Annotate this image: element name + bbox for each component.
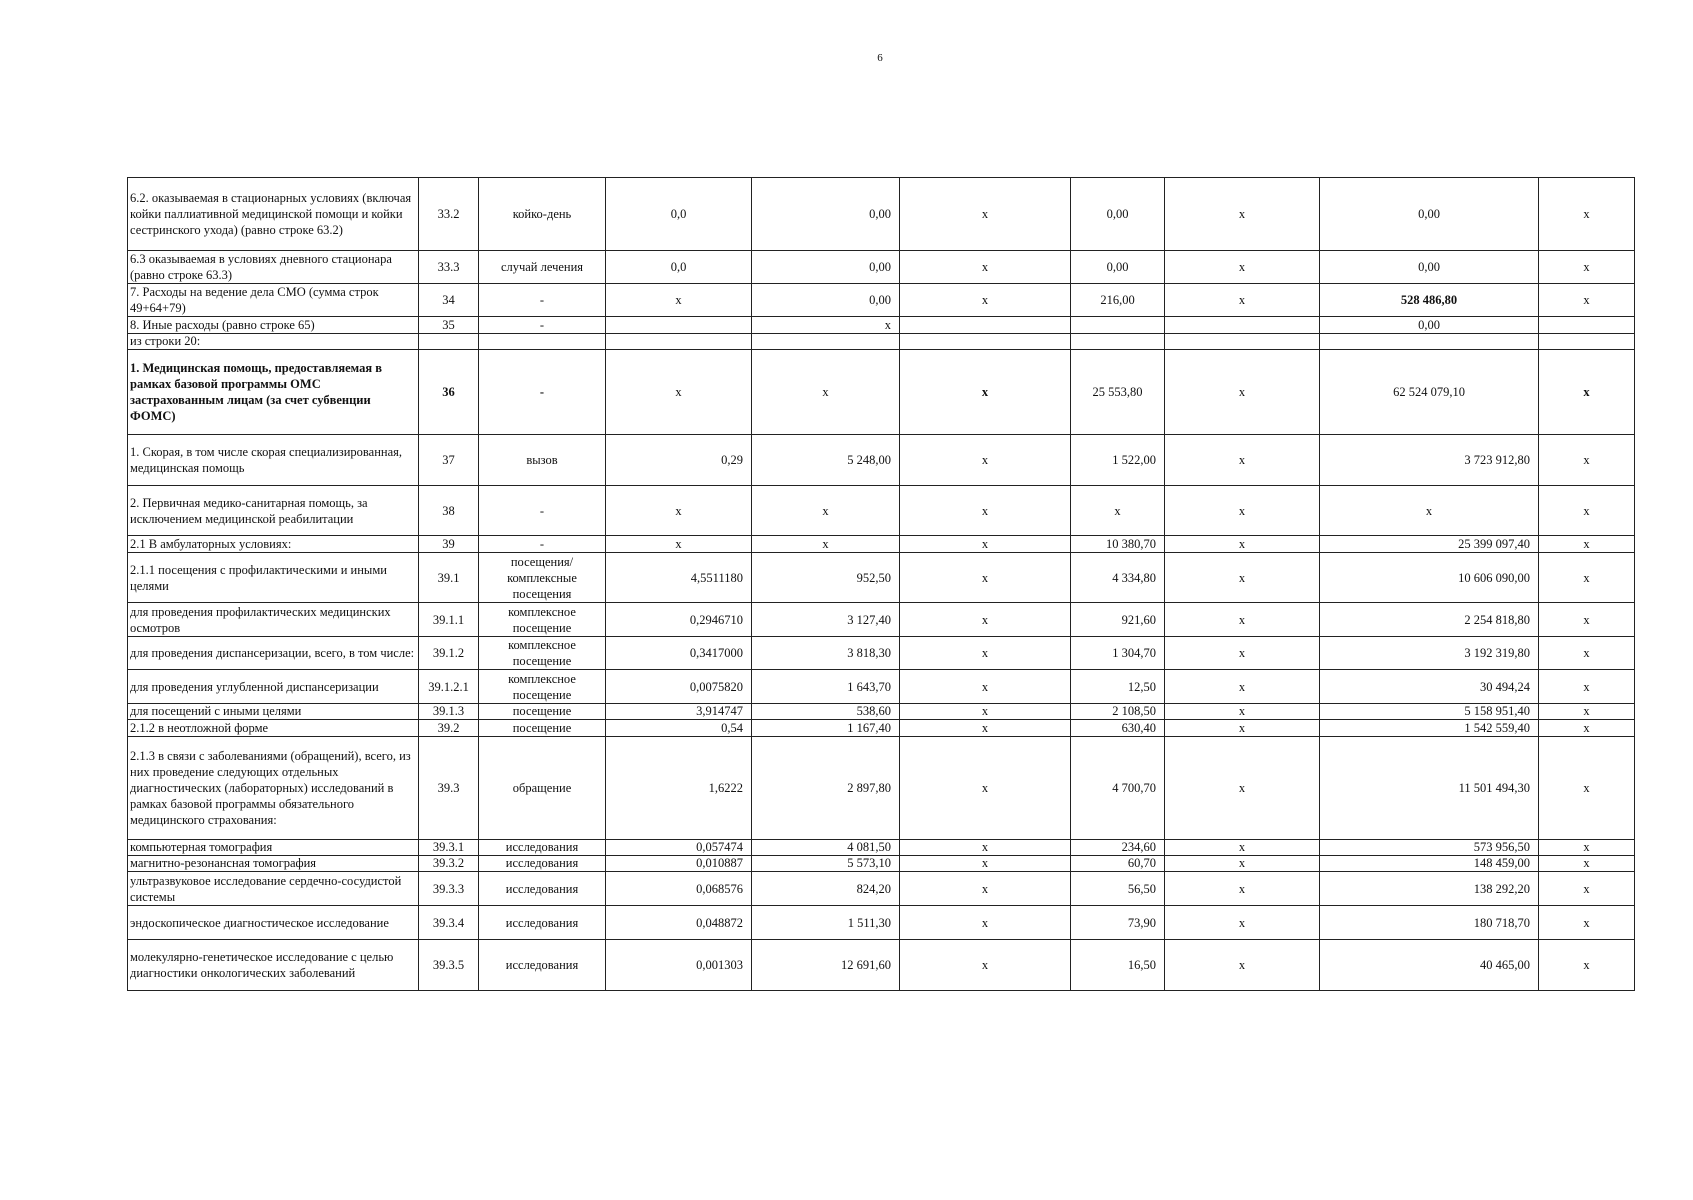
cell-name: 2.1.3 в связи с заболеваниями (обращений), всего, из них проведение следующих отдельных диагностических (лабораторных) исследований в рамках базовой программы обязательного медицинского страхования: bbox=[128, 737, 419, 840]
cell-c3: x bbox=[900, 178, 1071, 251]
cell-c1: 0,010887 bbox=[606, 856, 752, 872]
table-row bbox=[128, 840, 1635, 856]
cell-c7: x bbox=[1539, 553, 1635, 603]
cell-c3: x bbox=[900, 603, 1071, 637]
table-row bbox=[128, 334, 1635, 350]
cell-c5: x bbox=[1165, 737, 1320, 840]
cell-c5: x bbox=[1165, 670, 1320, 704]
cell-name: компьютерная томография bbox=[128, 840, 419, 856]
table-row bbox=[128, 284, 1635, 317]
cell-unit: - bbox=[479, 317, 606, 334]
cell-c2: 0,00 bbox=[752, 178, 900, 251]
cell-c7: x bbox=[1539, 251, 1635, 284]
cell-c7: x bbox=[1539, 603, 1635, 637]
cell-c5: x bbox=[1165, 906, 1320, 940]
table-row bbox=[128, 670, 1635, 704]
cell-c7: x bbox=[1539, 637, 1635, 670]
cell-name: для проведения углубленной диспансеризации bbox=[128, 670, 419, 704]
cell-code: 38 bbox=[419, 486, 479, 536]
cell-name: 2.1.1 посещения с профилактическими и иными целями bbox=[128, 553, 419, 603]
cell-c4: 25 553,80 bbox=[1071, 350, 1165, 435]
cell-c4: 12,50 bbox=[1071, 670, 1165, 704]
cell-code: 39 bbox=[419, 536, 479, 553]
cell-c3: x bbox=[900, 536, 1071, 553]
cell-c2: x bbox=[752, 317, 900, 334]
cell-name: ультразвуковое исследование сердечно-сосудистой системы bbox=[128, 872, 419, 906]
cell-c7: x bbox=[1539, 906, 1635, 940]
cell-code: 39.1.3 bbox=[419, 704, 479, 720]
cell-c2: 5 248,00 bbox=[752, 435, 900, 486]
cell-c3: x bbox=[900, 670, 1071, 704]
cell-c6: 1 542 559,40 bbox=[1320, 720, 1539, 737]
cell-c1: 3,914747 bbox=[606, 704, 752, 720]
cell-c6: 528 486,80 bbox=[1320, 284, 1539, 317]
cell-c2: 1 643,70 bbox=[752, 670, 900, 704]
table-row bbox=[128, 553, 1635, 603]
cell-c3: x bbox=[900, 737, 1071, 840]
cell-c5: x bbox=[1165, 553, 1320, 603]
cell-code bbox=[419, 334, 479, 350]
cell-c5: x bbox=[1165, 856, 1320, 872]
cell-c2 bbox=[752, 334, 900, 350]
cell-c4: 73,90 bbox=[1071, 906, 1165, 940]
cell-c7: x bbox=[1539, 720, 1635, 737]
cell-unit: вызов bbox=[479, 435, 606, 486]
cell-c5: x bbox=[1165, 536, 1320, 553]
cell-c7: x bbox=[1539, 704, 1635, 720]
cell-c3: x bbox=[900, 637, 1071, 670]
cell-c6: 0,00 bbox=[1320, 317, 1539, 334]
cell-c5: x bbox=[1165, 940, 1320, 991]
cell-c4: 0,00 bbox=[1071, 251, 1165, 284]
cell-unit: исследования bbox=[479, 906, 606, 940]
cell-c6: 2 254 818,80 bbox=[1320, 603, 1539, 637]
cell-name: 6.3 оказываемая в условиях дневного стационара (равно строке 63.3) bbox=[128, 251, 419, 284]
cell-c4: 60,70 bbox=[1071, 856, 1165, 872]
cell-c6: 3 723 912,80 bbox=[1320, 435, 1539, 486]
table-row bbox=[128, 737, 1635, 840]
cell-c4: 4 700,70 bbox=[1071, 737, 1165, 840]
cell-c3: x bbox=[900, 720, 1071, 737]
cell-code: 39.2 bbox=[419, 720, 479, 737]
page-number: 6 bbox=[877, 52, 883, 64]
cell-c7: x bbox=[1539, 486, 1635, 536]
cell-c4 bbox=[1071, 334, 1165, 350]
cell-c5: x bbox=[1165, 704, 1320, 720]
cell-c1: 0,2946710 bbox=[606, 603, 752, 637]
cell-c1: 0,0075820 bbox=[606, 670, 752, 704]
cell-name: молекулярно-генетическое исследование с целью диагностики онкологических заболеваний bbox=[128, 940, 419, 991]
cell-unit: - bbox=[479, 284, 606, 317]
cell-code: 36 bbox=[419, 350, 479, 435]
cell-c4: 16,50 bbox=[1071, 940, 1165, 991]
table-row bbox=[128, 637, 1635, 670]
cell-c1: 0,068576 bbox=[606, 872, 752, 906]
financing-table-sheet bbox=[127, 177, 1614, 991]
cell-c3: x bbox=[900, 940, 1071, 991]
cell-c3: x bbox=[900, 350, 1071, 435]
cell-c1: 0,54 bbox=[606, 720, 752, 737]
cell-name: 1. Медицинская помощь, предоставляемая в рамках базовой программы ОМС застрахованным лицам (за счет субвенции ФОМС) bbox=[128, 350, 419, 435]
cell-c1: 0,0 bbox=[606, 251, 752, 284]
cell-c1: 4,5511180 bbox=[606, 553, 752, 603]
cell-c5: x bbox=[1165, 251, 1320, 284]
cell-c4: 1 304,70 bbox=[1071, 637, 1165, 670]
table-row bbox=[128, 486, 1635, 536]
cell-c7 bbox=[1539, 317, 1635, 334]
cell-c5: x bbox=[1165, 603, 1320, 637]
cell-unit: комплексное посещение bbox=[479, 603, 606, 637]
cell-c4: 0,00 bbox=[1071, 178, 1165, 251]
cell-c2: 2 897,80 bbox=[752, 737, 900, 840]
cell-c1: 0,057474 bbox=[606, 840, 752, 856]
cell-c4: 56,50 bbox=[1071, 872, 1165, 906]
cell-c6: 10 606 090,00 bbox=[1320, 553, 1539, 603]
cell-c6: 11 501 494,30 bbox=[1320, 737, 1539, 840]
cell-unit: посещение bbox=[479, 720, 606, 737]
cell-c7: x bbox=[1539, 872, 1635, 906]
cell-unit: комплексное посещение bbox=[479, 637, 606, 670]
cell-c6 bbox=[1320, 334, 1539, 350]
cell-c5: x bbox=[1165, 637, 1320, 670]
cell-c1: x bbox=[606, 284, 752, 317]
cell-c4: 234,60 bbox=[1071, 840, 1165, 856]
cell-c6: 138 292,20 bbox=[1320, 872, 1539, 906]
cell-c3: x bbox=[900, 840, 1071, 856]
cell-c4: 4 334,80 bbox=[1071, 553, 1165, 603]
cell-c7: x bbox=[1539, 178, 1635, 251]
cell-name: 6.2. оказываемая в стационарных условиях (включая койки паллиативной медицинской помощи и койки сестринского ухода) (равно строке 63.2) bbox=[128, 178, 419, 251]
cell-c4: 921,60 bbox=[1071, 603, 1165, 637]
cell-c7: x bbox=[1539, 840, 1635, 856]
cell-name: 1. Скорая, в том числе скорая специализированная, медицинская помощь bbox=[128, 435, 419, 486]
table-row bbox=[128, 940, 1635, 991]
cell-c1: 0,0 bbox=[606, 178, 752, 251]
cell-unit: - bbox=[479, 486, 606, 536]
cell-c4 bbox=[1071, 317, 1165, 334]
table-row bbox=[128, 251, 1635, 284]
cell-c7: x bbox=[1539, 940, 1635, 991]
table-row bbox=[128, 720, 1635, 737]
cell-unit: исследования bbox=[479, 872, 606, 906]
cell-c6: 5 158 951,40 bbox=[1320, 704, 1539, 720]
cell-c2: 3 127,40 bbox=[752, 603, 900, 637]
cell-code: 33.3 bbox=[419, 251, 479, 284]
table-body bbox=[128, 178, 1635, 991]
cell-c6: 573 956,50 bbox=[1320, 840, 1539, 856]
cell-c6: 3 192 319,80 bbox=[1320, 637, 1539, 670]
cell-c3: x bbox=[900, 435, 1071, 486]
cell-name: 7. Расходы на ведение дела СМО (сумма строк 49+64+79) bbox=[128, 284, 419, 317]
cell-c4: 1 522,00 bbox=[1071, 435, 1165, 486]
cell-c1: x bbox=[606, 536, 752, 553]
cell-c2: 538,60 bbox=[752, 704, 900, 720]
table-row bbox=[128, 350, 1635, 435]
cell-c2: x bbox=[752, 536, 900, 553]
cell-code: 34 bbox=[419, 284, 479, 317]
cell-c1 bbox=[606, 317, 752, 334]
cell-code: 37 bbox=[419, 435, 479, 486]
cell-unit: посещения/комплексные посещения bbox=[479, 553, 606, 603]
cell-c2: 1 511,30 bbox=[752, 906, 900, 940]
cell-c1: 0,29 bbox=[606, 435, 752, 486]
cell-c2: 0,00 bbox=[752, 284, 900, 317]
cell-c1: x bbox=[606, 350, 752, 435]
table-row bbox=[128, 906, 1635, 940]
cell-name: 8. Иные расходы (равно строке 65) bbox=[128, 317, 419, 334]
cell-c6: 0,00 bbox=[1320, 178, 1539, 251]
cell-c6: 25 399 097,40 bbox=[1320, 536, 1539, 553]
cell-c5: x bbox=[1165, 350, 1320, 435]
cell-unit bbox=[479, 334, 606, 350]
cell-code: 39.1 bbox=[419, 553, 479, 603]
cell-unit: исследования bbox=[479, 840, 606, 856]
cell-c5: x bbox=[1165, 840, 1320, 856]
table-row bbox=[128, 603, 1635, 637]
cell-c5: x bbox=[1165, 435, 1320, 486]
cell-c2: 1 167,40 bbox=[752, 720, 900, 737]
cell-c2: 824,20 bbox=[752, 872, 900, 906]
cell-c4: 2 108,50 bbox=[1071, 704, 1165, 720]
cell-c3 bbox=[900, 317, 1071, 334]
cell-c6: x bbox=[1320, 486, 1539, 536]
cell-c6: 148 459,00 bbox=[1320, 856, 1539, 872]
cell-c3: x bbox=[900, 486, 1071, 536]
cell-c3: x bbox=[900, 284, 1071, 317]
cell-unit: комплексное посещение bbox=[479, 670, 606, 704]
cell-unit: койко-день bbox=[479, 178, 606, 251]
cell-c3: x bbox=[900, 906, 1071, 940]
cell-name: для посещений с иными целями bbox=[128, 704, 419, 720]
table-row bbox=[128, 872, 1635, 906]
cell-c1: 0,001303 bbox=[606, 940, 752, 991]
cell-c2: 12 691,60 bbox=[752, 940, 900, 991]
cell-c7: x bbox=[1539, 284, 1635, 317]
cell-c2: 0,00 bbox=[752, 251, 900, 284]
cell-unit: исследования bbox=[479, 856, 606, 872]
cell-code: 39.3.5 bbox=[419, 940, 479, 991]
cell-c5: x bbox=[1165, 178, 1320, 251]
cell-code: 39.3.2 bbox=[419, 856, 479, 872]
cell-c7: x bbox=[1539, 856, 1635, 872]
table-row bbox=[128, 856, 1635, 872]
cell-c6: 62 524 079,10 bbox=[1320, 350, 1539, 435]
cell-unit: обращение bbox=[479, 737, 606, 840]
cell-c6: 40 465,00 bbox=[1320, 940, 1539, 991]
table-row bbox=[128, 317, 1635, 334]
cell-code: 39.3 bbox=[419, 737, 479, 840]
cell-c2: 952,50 bbox=[752, 553, 900, 603]
cell-c6: 30 494,24 bbox=[1320, 670, 1539, 704]
cell-c5: x bbox=[1165, 720, 1320, 737]
cell-c7: x bbox=[1539, 350, 1635, 435]
cell-code: 39.1.1 bbox=[419, 603, 479, 637]
cell-c3: x bbox=[900, 704, 1071, 720]
cell-c2: x bbox=[752, 350, 900, 435]
cell-c4: 630,40 bbox=[1071, 720, 1165, 737]
table-row bbox=[128, 536, 1635, 553]
cell-c2: x bbox=[752, 486, 900, 536]
table-row bbox=[128, 704, 1635, 720]
cell-unit: - bbox=[479, 350, 606, 435]
cell-code: 39.3.4 bbox=[419, 906, 479, 940]
cell-name: 2.1.2 в неотложной форме bbox=[128, 720, 419, 737]
cell-c4: 10 380,70 bbox=[1071, 536, 1165, 553]
cell-c2: 3 818,30 bbox=[752, 637, 900, 670]
cell-c1: x bbox=[606, 486, 752, 536]
cell-c1: 0,048872 bbox=[606, 906, 752, 940]
cell-c7: x bbox=[1539, 435, 1635, 486]
cell-name: эндоскопическое диагностическое исследование bbox=[128, 906, 419, 940]
table-row bbox=[128, 435, 1635, 486]
cell-c6: 180 718,70 bbox=[1320, 906, 1539, 940]
cell-name: для проведения диспансеризации, всего, в том числе: bbox=[128, 637, 419, 670]
cell-name: из строки 20: bbox=[128, 334, 419, 350]
cell-c7 bbox=[1539, 334, 1635, 350]
cell-c2: 4 081,50 bbox=[752, 840, 900, 856]
cell-code: 39.1.2.1 bbox=[419, 670, 479, 704]
table-row bbox=[128, 178, 1635, 251]
cell-unit: случай лечения bbox=[479, 251, 606, 284]
cell-unit: - bbox=[479, 536, 606, 553]
cell-c3: x bbox=[900, 553, 1071, 603]
cell-c3: x bbox=[900, 251, 1071, 284]
cell-c1 bbox=[606, 334, 752, 350]
cell-c4: 216,00 bbox=[1071, 284, 1165, 317]
cell-c5 bbox=[1165, 334, 1320, 350]
cell-c5: x bbox=[1165, 872, 1320, 906]
cell-c6: 0,00 bbox=[1320, 251, 1539, 284]
cell-c1: 0,3417000 bbox=[606, 637, 752, 670]
cell-c5 bbox=[1165, 317, 1320, 334]
cell-name: для проведения профилактических медицинских осмотров bbox=[128, 603, 419, 637]
cell-c7: x bbox=[1539, 536, 1635, 553]
cell-c7: x bbox=[1539, 670, 1635, 704]
cell-name: 2.1 В амбулаторных условиях: bbox=[128, 536, 419, 553]
cell-code: 39.3.3 bbox=[419, 872, 479, 906]
cell-c1: 1,6222 bbox=[606, 737, 752, 840]
financing-table bbox=[127, 177, 1635, 991]
cell-unit: посещение bbox=[479, 704, 606, 720]
cell-c2: 5 573,10 bbox=[752, 856, 900, 872]
cell-unit: исследования bbox=[479, 940, 606, 991]
cell-c3: x bbox=[900, 856, 1071, 872]
cell-c3: x bbox=[900, 872, 1071, 906]
cell-name: магнитно-резонансная томография bbox=[128, 856, 419, 872]
cell-c3 bbox=[900, 334, 1071, 350]
cell-code: 33.2 bbox=[419, 178, 479, 251]
cell-c5: x bbox=[1165, 486, 1320, 536]
cell-name: 2. Первичная медико-санитарная помощь, за исключением медицинской реабилитации bbox=[128, 486, 419, 536]
cell-c5: x bbox=[1165, 284, 1320, 317]
cell-c7: x bbox=[1539, 737, 1635, 840]
cell-c4: x bbox=[1071, 486, 1165, 536]
cell-code: 35 bbox=[419, 317, 479, 334]
cell-code: 39.1.2 bbox=[419, 637, 479, 670]
cell-code: 39.3.1 bbox=[419, 840, 479, 856]
